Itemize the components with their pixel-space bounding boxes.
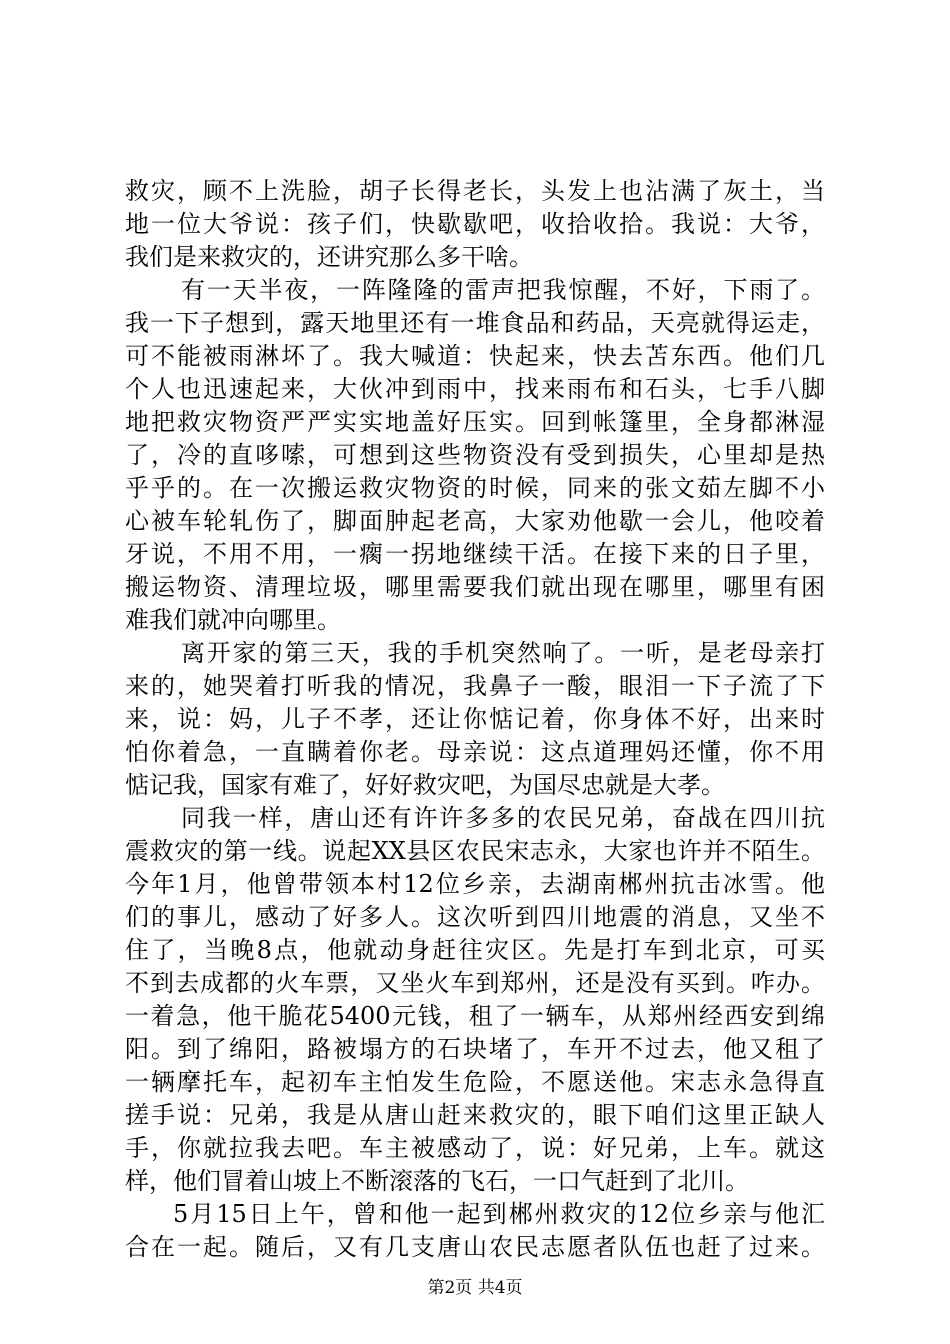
text-line: 搬运物资、清理垃圾，哪里需要我们就出现在哪里，哪里有困 (125, 573, 825, 601)
text-line: 不到去成都的火车票，又坐火车到郑州，还是没有买到。咋办。 (125, 969, 825, 997)
text-line: 样，他们冒着山坡上不断滚落的飞石，一口气赶到了北川。 (125, 1167, 749, 1195)
text-line: 可不能被雨淋坏了。我大喊道：快起来，快去苫东西。他们几 (125, 342, 825, 370)
text-line: 惦记我，国家有难了，好好救灾吧，为国尽忠就是大孝。 (125, 771, 725, 799)
text-line: 今年1月，他曾带领本村12位乡亲，去湖南郴州抗击冰雪。他 (125, 870, 825, 898)
text-line: 我们是来救灾的，还讲究那么多干啥。 (125, 243, 533, 271)
text-line: 个人也迅速起来，大伙冲到雨中，找来雨布和石头，七手八脚 (125, 375, 825, 403)
text-line: 离开家的第三天，我的手机突然响了。一听，是老母亲打 (181, 639, 825, 667)
text-line: 怕你着急，一直瞒着你老。母亲说：这点道理妈还懂，你不用 (125, 738, 825, 766)
text-line: 难我们就冲向哪里。 (125, 606, 341, 634)
text-line: 地把救灾物资严严实实地盖好压实。回到帐篷里，全身都淋湿 (125, 408, 825, 436)
text-line: 心被车轮轧伤了，脚面肿起老高，大家劝他歇一会儿，他咬着 (125, 507, 825, 535)
text-line: 住了，当晚8点，他就动身赶往灾区。先是打车到北京，可买 (125, 936, 825, 964)
text-line: 有一天半夜，一阵隆隆的雷声把我惊醒，不好，下雨了。 (181, 276, 825, 304)
text-line: 合在一起。随后，又有几支唐山农民志愿者队伍也赶了过来。 (125, 1233, 825, 1261)
text-line: 地一位大爷说：孩子们，快歇歇吧，收拾收拾。我说：大爷， (125, 210, 825, 238)
text-line: 阳。到了绵阳，路被塌方的石块堵了，车开不过去，他又租了 (125, 1035, 825, 1063)
text-line: 手，你就拉我去吧。车主被感动了，说：好兄弟，上车。就这 (125, 1134, 825, 1162)
text-line: 来，说：妈，儿子不孝，还让你惦记着，你身体不好，出来时 (125, 705, 825, 733)
text-line: 一辆摩托车，起初车主怕发生危险，不愿送他。宋志永急得直 (125, 1068, 825, 1096)
body-text (125, 175, 825, 1264)
text-line: 同我一样，唐山还有许许多多的农民兄弟，奋战在四川抗 (181, 804, 825, 832)
text-line: 来的，她哭着打听我的情况，我鼻子一酸，眼泪一下子流了下 (125, 672, 825, 700)
text-line: 震救灾的第一线。说起XX县区农民宋志永，大家也许并不陌生。 (125, 837, 825, 865)
text-line: 们的事儿，感动了好多人。这次听到四川地震的消息，又坐不 (125, 903, 825, 931)
page-number-footer: 第2页 共4页 (427, 1278, 523, 1298)
text-line: 5月15日上午，曾和他一起到郴州救灾的12位乡亲与他汇 (173, 1200, 825, 1228)
text-line: 我一下子想到，露天地里还有一堆食品和药品，天亮就得运走， (125, 309, 825, 337)
text-line: 乎乎的。在一次搬运救灾物资的时候，同来的张文茹左脚不小 (125, 474, 825, 502)
text-line: 一着急，他干脆花5400元钱，租了一辆车，从郑州经西安到绵 (125, 1002, 825, 1030)
text-line: 牙说，不用不用，一瘸一拐地继续干活。在接下来的日子里， (125, 540, 825, 568)
text-line: 搓手说：兄弟，我是从唐山赶来救灾的，眼下咱们这里正缺人 (125, 1101, 825, 1129)
text-line: 了，冷的直哆嗦，可想到这些物资没有受到损失，心里却是热 (125, 441, 825, 469)
text-line: 救灾，顾不上洗脸，胡子长得老长，头发上也沾满了灰土，当 (125, 177, 825, 205)
